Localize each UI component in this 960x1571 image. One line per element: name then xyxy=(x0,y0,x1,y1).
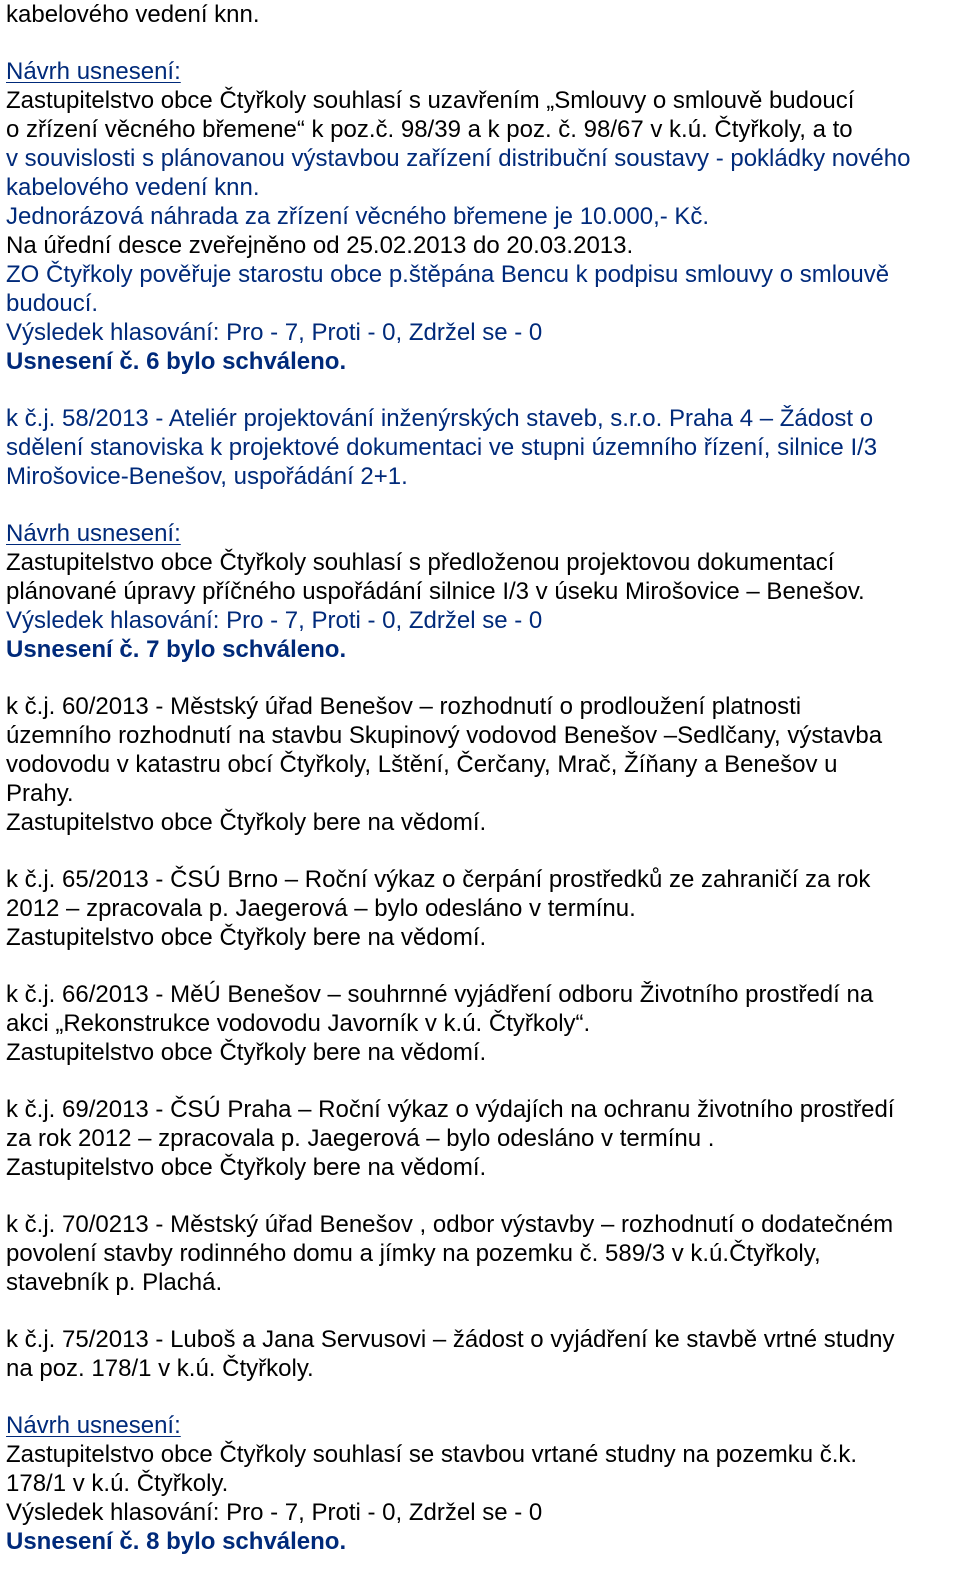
resolution-proposal-label-text: Návrh usnesení: xyxy=(6,1412,181,1439)
blank-line xyxy=(6,491,956,519)
text-line: Zastupitelstvo obce Čtyřkoly bere na vědomí. xyxy=(6,1039,487,1066)
resolution-result: Usnesení č. 8 bylo schváleno. xyxy=(6,1528,347,1555)
text-line: k č.j. 69/2013 - ČSÚ Praha – Roční výkaz o výdajích na ochranu životního prostředí xyxy=(6,1096,895,1123)
text-line: Mirošovice-Benešov, uspořádání 2+1. xyxy=(6,463,408,490)
text-line: o zřízení věcného břemene“ k poz.č. 98/39 a k poz. č. 98/67 v k.ú. Čtyřkoly, a to xyxy=(6,116,853,143)
blank-line xyxy=(6,1383,956,1411)
text-line: Výsledek hlasování: Pro - 7, Proti - 0, Zdržel se - 0 xyxy=(6,607,543,634)
text-line: kabelového vedení knn. xyxy=(6,1,260,28)
resolution-proposal-label xyxy=(6,519,956,548)
text-line: 178/1 v k.ú. Čtyřkoly. xyxy=(6,1470,229,1497)
text-line: plánované úpravy příčného uspořádání silnice I/3 v úseku Mirošovice – Benešov. xyxy=(6,578,865,605)
text-line: Výsledek hlasování: Pro - 7, Proti - 0, Zdržel se - 0 xyxy=(6,1499,543,1526)
text-line: stavebník p. Plachá. xyxy=(6,1269,223,1296)
resolution-proposal-label xyxy=(6,57,956,86)
text-line: v souvislosti s plánovanou výstavbou zařízení distribuční soustavy - pokládky nového xyxy=(6,145,911,172)
text-line: 2012 – zpracovala p. Jaegerová – bylo odesláno v termínu. xyxy=(6,895,636,922)
text-line: sdělení stanoviska k projektové dokumentaci ve stupni územního řízení, silnice I/3 xyxy=(6,434,878,461)
resolution-result: Usnesení č. 7 bylo schváleno. xyxy=(6,636,347,663)
text-line: k č.j. 65/2013 - ČSÚ Brno – Roční výkaz o čerpání prostředků ze zahraničí za rok xyxy=(6,866,871,893)
blank-line xyxy=(6,664,956,692)
text-line: k č.j. 58/2013 - Ateliér projektování inženýrských staveb, s.r.o. Praha 4 – Žádost o xyxy=(6,405,874,432)
blank-line xyxy=(6,1297,956,1325)
blank-line xyxy=(6,837,956,865)
text-line: k č.j. 60/2013 - Městský úřad Benešov – rozhodnutí o prodloužení platnosti xyxy=(6,693,802,720)
blank-line xyxy=(6,952,956,980)
text-line: Zastupitelstvo obce Čtyřkoly souhlasí se stavbou vrtané studny na pozemku č.k. xyxy=(6,1441,858,1468)
text-line: k č.j. 75/2013 - Luboš a Jana Servusovi – žádost o vyjádření ke stavbě vrtné studny xyxy=(6,1326,895,1353)
text-line: Zastupitelstvo obce Čtyřkoly bere na vědomí. xyxy=(6,924,487,951)
paragraph-gap xyxy=(6,376,956,404)
text-line: na poz. 178/1 v k.ú. Čtyřkoly. xyxy=(6,1355,314,1382)
text-line: Zastupitelstvo obce Čtyřkoly souhlasí s uzavřením „Smlouvy o smlouvě budoucí xyxy=(6,87,855,114)
text-line: Jednorázová náhrada za zřízení věcného břemene je 10.000,- Kč. xyxy=(6,203,710,230)
resolution-proposal-label-text: Návrh usnesení: xyxy=(6,58,181,85)
text-line: kabelového vedení knn. xyxy=(6,174,260,201)
text-line: za rok 2012 – zpracovala p. Jaegerová – bylo odesláno v termínu . xyxy=(6,1125,715,1152)
text-line: Zastupitelstvo obce Čtyřkoly bere na vědomí. xyxy=(6,1154,487,1181)
text-line: budoucí. xyxy=(6,290,99,317)
resolution-proposal-label xyxy=(6,1411,956,1440)
text-line: k č.j. 66/2013 - MěÚ Benešov – souhrnné vyjádření odboru Životního prostředí na xyxy=(6,981,874,1008)
text-line: Prahy. xyxy=(6,780,74,807)
text-line: Zastupitelstvo obce Čtyřkoly bere na vědomí. xyxy=(6,809,487,836)
text-line: územního rozhodnutí na stavbu Skupinový vodovod Benešov –Sedlčany, výstavba xyxy=(6,722,883,749)
text-line: Zastupitelstvo obce Čtyřkoly souhlasí s předloženou projektovou dokumentací xyxy=(6,549,835,576)
text-line: povolení stavby rodinného domu a jímky na pozemku č. 589/3 v k.ú.Čtyřkoly, xyxy=(6,1240,821,1267)
blank-line xyxy=(6,1182,956,1210)
text-line: Výsledek hlasování: Pro - 7, Proti - 0, Zdržel se - 0 xyxy=(6,319,543,346)
text-line: ZO Čtyřkoly pověřuje starostu obce p.štěpána Bencu k podpisu smlouvy o smlouvě xyxy=(6,261,890,288)
resolution-proposal-label-text: Návrh usnesení: xyxy=(6,520,181,547)
text-line: vodovodu v katastru obcí Čtyřkoly, Lštění, Čerčany, Mrač, Žíňany a Benešov u xyxy=(6,751,838,778)
resolution-result: Usnesení č. 6 bylo schváleno. xyxy=(6,348,347,375)
text-line: Na úřední desce zveřejněno od 25.02.2013 do 20.03.2013. xyxy=(6,232,634,259)
text-line: akci „Rekonstrukce vodovodu Javorník v k.ú. Čtyřkoly“. xyxy=(6,1010,591,1037)
text-line: k č.j. 70/0213 - Městský úřad Benešov , odbor výstavby – rozhodnutí o dodatečném xyxy=(6,1211,894,1238)
document-page xyxy=(6,0,956,1556)
blank-line xyxy=(6,1067,956,1095)
blank-line xyxy=(6,29,956,57)
